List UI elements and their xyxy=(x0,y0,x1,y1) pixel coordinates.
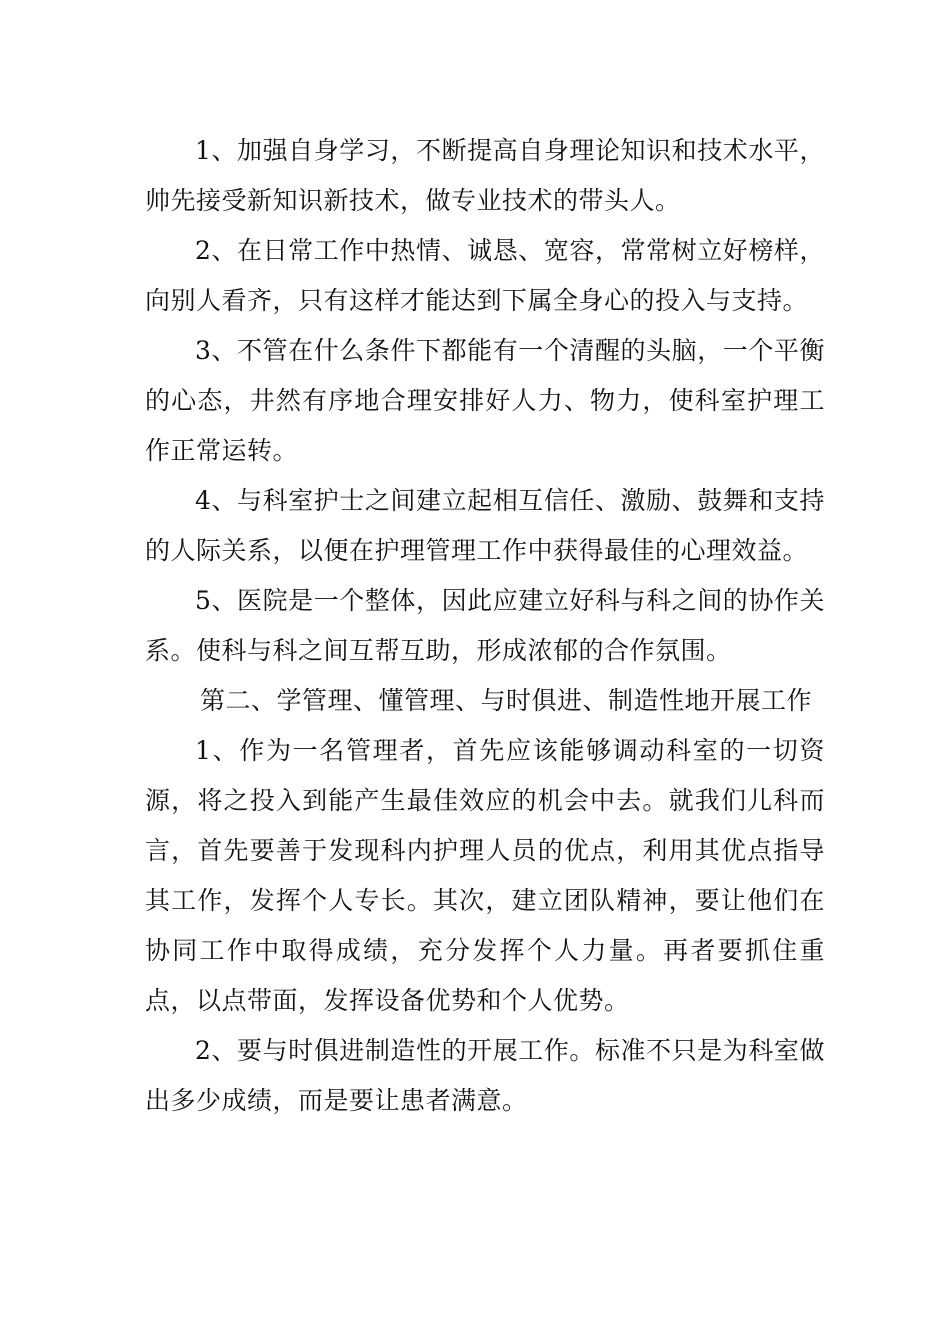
paragraph-item-6: 1、作为一名管理者，首先应该能够调动科室的一切资源，将之投入到能产生最佳效应的机会中去。就我们儿科而言，首先要善于发现科内护理人员的优点，利用其优点指导其工作，发挥个人专长。其次，建立团队精神，要让他们在协同工作中取得成绩，充分发挥个人力量。再者要抓住重点，以点带面，发挥设备优势和个人优势。 xyxy=(145,736,825,1015)
document-body xyxy=(145,126,825,1126)
paragraph-item-5: 5、医院是一个整体，因此应建立好科与科之间的协作关系。使科与科之间互帮互助，形成浓郁的合作氛围。 xyxy=(145,586,825,665)
section-heading-second: 第二、学管理、懂管理、与时俱进、制造性地开展工作 xyxy=(200,686,813,715)
paragraph-item-2: 2、在日常工作中热情、诚恳、宽容，常常树立好榜样，向别人看齐，只有这样才能达到下属全身心的投入与支持。 xyxy=(145,236,825,315)
paragraph-item-1: 1、加强自身学习，不断提高自身理论知识和技术水平，帅先接受新知识新技术，做专业技术的带头人。 xyxy=(145,136,825,215)
paragraph-item-7: 2、要与时俱进制造性的开展工作。标准不只是为科室做出多少成绩，而是要让患者满意。 xyxy=(145,1036,825,1115)
paragraph-item-3: 3、不管在什么条件下都能有一个清醒的头脑，一个平衡的心态，井然有序地合理安排好人力、物力，使科室护理工作正常运转。 xyxy=(145,336,825,465)
paragraph-item-4: 4、与科室护士之间建立起相互信任、激励、鼓舞和支持的人际关系，以便在护理管理工作中获得最佳的心理效益。 xyxy=(145,486,825,565)
